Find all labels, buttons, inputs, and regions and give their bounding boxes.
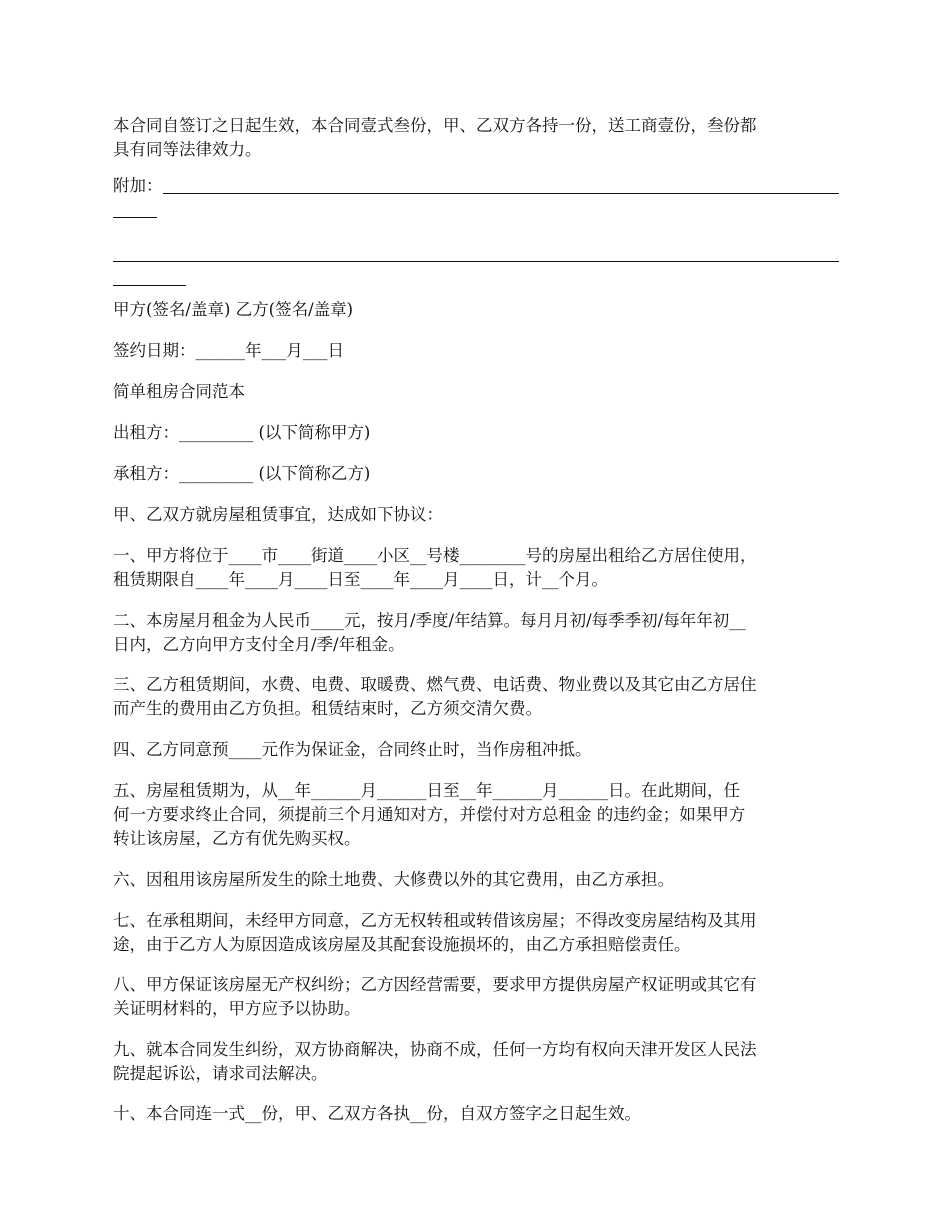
attachment-blank-line: [163, 174, 840, 198]
text-line: 途，由于乙方人为原因造成该房屋及其配套设施损坏的，由乙方承担赔偿责任。: [113, 935, 691, 954]
text-line: 六、因租用该房屋所发生的除土地费、大修费以外的其它费用，由乙方承担。: [113, 870, 674, 889]
text-line: 而产生的费用由乙方负担。租赁结束时，乙方须交清欠费。: [113, 699, 542, 718]
text-line: 九、就本合同发生纠纷，双方协商解决，协商不成，任何一方均有权向天津开发区人民法: [113, 1040, 757, 1059]
text-line: 简单租房合同范本: [113, 382, 245, 401]
text-line: 五、房屋租赁期为，从__年______月______日至__年______月______日。在此期间，任: [113, 781, 740, 800]
text-line: 二、本房屋月租金为人民币____元，按月/季度/年结算。每月月初/每季季初/每年年初__: [113, 611, 746, 630]
clause-8: [113, 973, 839, 1021]
clause-4: [113, 738, 592, 762]
agreement-intro: [113, 503, 443, 527]
clause-1: [113, 544, 839, 592]
text-line: 甲方(签名/盖章) 乙方(签名/盖章): [113, 300, 354, 319]
attachment-field: [113, 174, 839, 222]
text-line: 十、本合同连一式__份，甲、乙双方各执__份，自双方签字之日起生效。: [113, 1104, 641, 1123]
clause-3: [113, 673, 839, 721]
text-line: 院提起诉讼，请求司法解决。: [113, 1064, 328, 1083]
clause-9: [113, 1038, 839, 1086]
text-line: 具有同等法律效力。: [113, 140, 262, 159]
sign-date-line: [113, 339, 344, 363]
text-line: 签约日期：______年___月___日: [113, 341, 344, 360]
text-line: 八、甲方保证该房屋无产权纠纷；乙方因经营需要，要求甲方提供房屋产权证明或其它有: [113, 975, 757, 994]
blank-line: [113, 242, 839, 266]
contract-title: [113, 380, 245, 404]
attachment-label: 附加：: [113, 176, 163, 195]
clause-10: [113, 1102, 641, 1126]
text-line: 一、甲方将位于____市____街道____小区__号楼________号的房屋出租给乙方居住使用，: [113, 546, 757, 565]
text-line: 何一方要求终止合同，须提前三个月通知对方，并偿付对方总租金 的违约金；如果甲方: [113, 805, 746, 824]
attachment-extra-lines: [113, 242, 839, 290]
text-line: 甲、乙双方就房屋租赁事宜，达成如下协议：: [113, 505, 443, 524]
validity-paragraph: [113, 114, 839, 162]
clause-5: [113, 779, 839, 851]
text-line: 关证明材料的，甲方应予以协助。: [113, 999, 361, 1018]
text-line: 四、乙方同意预____元作为保证金，合同终止时，当作房租冲抵。: [113, 740, 592, 759]
clause-2: [113, 609, 839, 657]
text-line: 三、乙方租赁期间，水费、电费、取暖费、燃气费、电话费、物业费以及其它由乙方居住: [113, 675, 757, 694]
clause-7: [113, 909, 839, 957]
clause-6: [113, 868, 674, 892]
signature-line: [113, 298, 353, 322]
text-line: 本合同自签订之日起生效，本合同壹式叁份，甲、乙双方各持一份，送工商壹份，叁份都: [113, 116, 757, 135]
text-line: 租赁期限自____年____月____日至____年____月____日，计__个月。: [113, 570, 608, 589]
lessor-line: [113, 421, 370, 445]
text-line: 日内，乙方向甲方支付全月/季/年租金。: [113, 635, 405, 654]
blank-line: [113, 266, 186, 290]
lessee-line: [113, 462, 370, 486]
text-line: 七、在承租期间，未经甲方同意，乙方无权转租或转借该房屋；不得改变房屋结构及其用: [113, 911, 757, 930]
text-line: 转让该房屋，乙方有优先购买权。: [113, 829, 361, 848]
text-line: 出租方：_________ (以下简称甲方): [113, 423, 371, 442]
attachment-blank-line: [113, 198, 157, 222]
text-line: 承租方：_________ (以下简称乙方): [113, 464, 371, 483]
